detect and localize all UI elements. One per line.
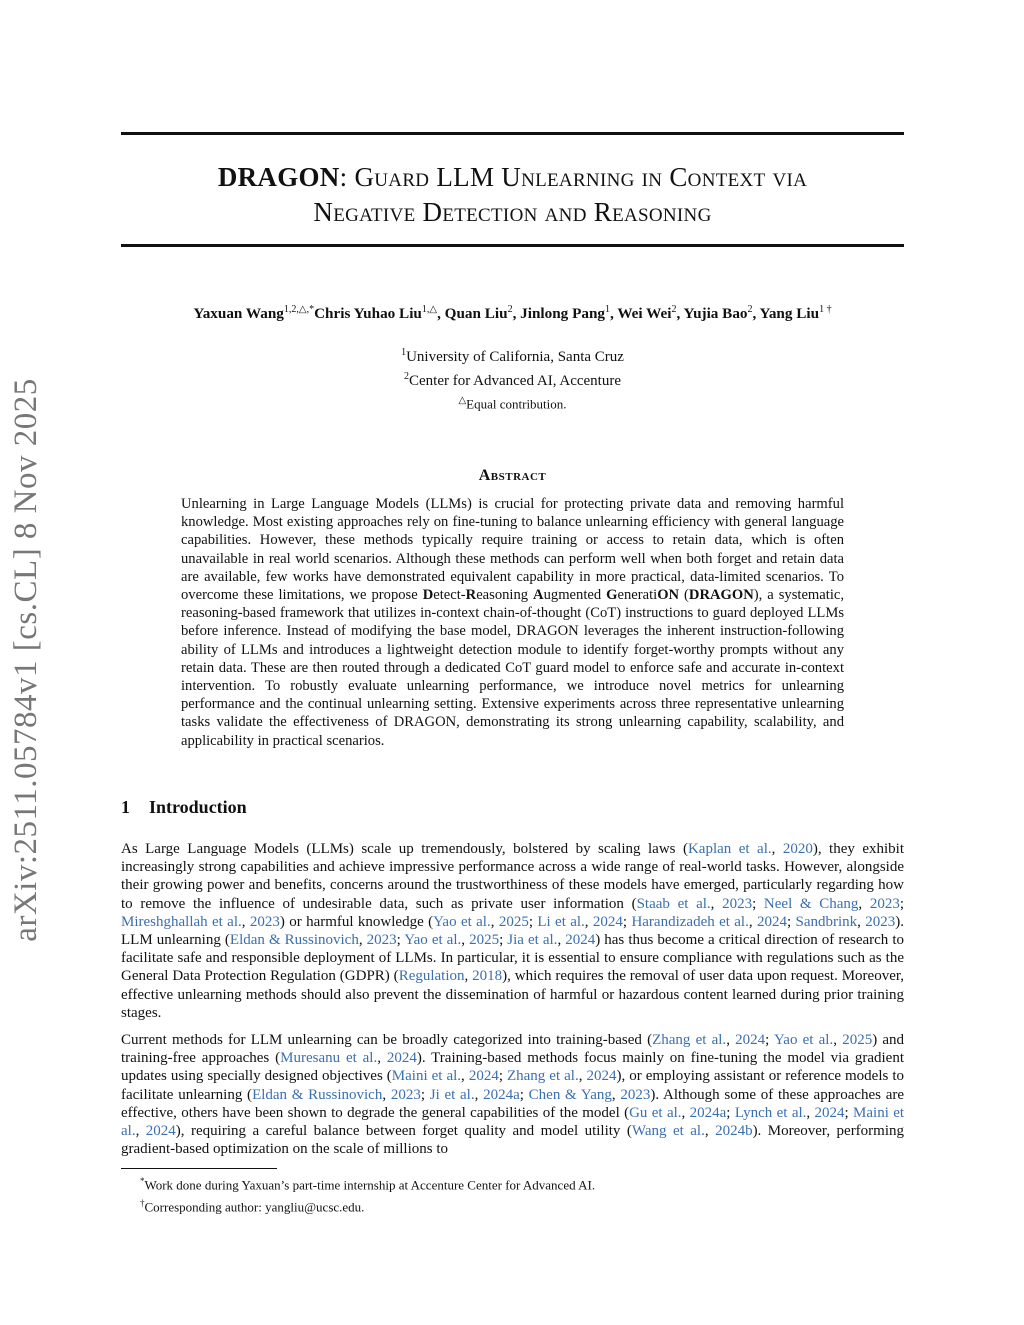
paragraph-text: ,	[710, 895, 723, 912]
paragraph-text: ,	[578, 1068, 587, 1085]
citation-link[interactable]: 2023	[366, 932, 397, 949]
citation-link[interactable]: Gu et al.	[629, 1104, 682, 1121]
citation-link[interactable]: Eldan & Russinovich	[252, 1086, 383, 1103]
citation-link[interactable]: Neel & Chang	[763, 895, 859, 912]
author: Chris Yuhao Liu$^{1,\triangle}$	[314, 304, 438, 323]
abstract-text: Unlearning in Large Language Models (LLMs) is crucial for protecting private data and removing harmful knowledge. Most existing approaches rely on fine-tuning to balance unlearning efficiency with general language capabilities. However, these methods typically require training or access to retain data, which is often unavailable in real world scenarios. Although these methods can perform well when both forget and retain data are available, few works have demonstrated equivalent capability in more practical, data-limited scenarios. To overcome these limitations, we propose Detect-Reasoning Augmented GeneratiON (DRAGON), a systematic, reasoning-based framework that utilizes in-context chain-of-thought (CoT) instructions to guard deployed LLMs before inference. Instead of modifying the base model, DRAGON leverages the inherent instruction-following ability of LLMs and introduces a lightweight detection module to identify forget-worthy prompts without any retain data. These are then routed through a dedicated CoT guard model to enforce safe and accurate in-context intervention. To robustly evaluate unlearning performance, we introduce novel metrics for unlearning performance and the continual unlearning setting. Extensive experiments across three representative unlearning tasks validate the effectiveness of DRAGON, demonstrating its strong unlearning capability, scalability, and applicability in practical scenarios.	[181, 496, 844, 749]
citation-link[interactable]: 2023	[869, 895, 900, 912]
citation-link[interactable]: 2024	[814, 1104, 845, 1121]
paragraph-text: ,	[584, 913, 593, 930]
paragraph-text: ;	[519, 1086, 529, 1103]
citation-link[interactable]: Yao et al.	[773, 1032, 834, 1048]
footnotes	[140, 1172, 595, 1217]
paragraph-text: ,	[806, 1104, 815, 1121]
paragraph-text: ;	[420, 1086, 430, 1103]
citation-link[interactable]: Yao et al.	[433, 913, 491, 930]
footnote-rule	[121, 1168, 277, 1169]
citation-link[interactable]: 2023	[620, 1086, 651, 1103]
paragraph-text: ) and training-free approaches (	[121, 1032, 905, 1067]
paragraph-text: ). LLM unlearning (	[121, 913, 905, 949]
paragraph-text: ;	[498, 1068, 507, 1085]
paragraph-text: ;	[396, 932, 405, 949]
citation-link[interactable]: Lynch et al.	[734, 1104, 807, 1121]
paragraph-text: ,	[857, 913, 866, 930]
citation-link[interactable]: Sandbrink	[795, 913, 858, 930]
citation-link[interactable]: 2024a	[483, 1086, 520, 1103]
citation-link[interactable]: 2024	[735, 1032, 766, 1048]
citation-link[interactable]: 2025	[469, 932, 500, 949]
equal-contribution-note: △Equal contribution.	[458, 395, 567, 412]
citation-link[interactable]: Chen & Yang	[528, 1086, 612, 1103]
paragraph-text: ;	[786, 913, 796, 930]
citation-link[interactable]: Regulation	[398, 968, 465, 985]
paragraph-text: ), or employing assistant or reference models to facilitate unlearning (	[121, 1068, 905, 1103]
paragraph-text: ,	[461, 1068, 469, 1085]
paragraph-text: ,	[135, 1123, 146, 1140]
paragraph-text: ,	[833, 1032, 843, 1048]
paragraph-text: ,	[611, 1086, 621, 1103]
citation-link[interactable]: Li et al.	[537, 913, 585, 930]
title-top-rule	[121, 132, 904, 135]
section-heading: 1 Introduction	[121, 797, 247, 817]
citation-link[interactable]: 2025	[498, 913, 529, 930]
title-line2: Negative Detection and Reasoning	[313, 197, 712, 227]
paragraph-text: ,	[748, 913, 757, 930]
author: Yang Liu$^{1 \dagger}$	[759, 304, 832, 323]
paragraph-text: ,	[858, 895, 870, 912]
author: Yujia Bao$^2$	[683, 304, 753, 323]
paragraph-text: ,	[557, 932, 566, 949]
paragraph-text: ,	[464, 968, 473, 985]
title-bold: DRAGON	[217, 162, 340, 192]
author-list: Yaxuan Wang$^{1,2,\triangle,*}$Chris Yuhao Liu$^{1,\triangle}$, Quan Liu$^2$, Jinlong Pang$^1$, Wei Wei$^2$, Yujia Bao$^2$, Yang Liu$^{1 \dagger}$	[193, 304, 832, 323]
paragraph-text: ;	[499, 932, 508, 949]
citation-link[interactable]: Zhang et al.	[652, 1032, 727, 1048]
arxiv-watermark: arXiv:2511.05784v1 [cs.CL] 8 Nov 2025	[8, 378, 44, 942]
intro-paragraph-2	[121, 1031, 904, 1158]
citation-link[interactable]: 2020	[782, 841, 813, 857]
author: Yaxuan Wang$^{1,2,\triangle,*}$	[193, 304, 315, 323]
paragraph-text: ,	[358, 932, 367, 949]
paragraph-text: ,	[474, 1086, 484, 1103]
citation-link[interactable]: 2025	[842, 1032, 873, 1048]
citation-link[interactable]: 2024	[756, 913, 787, 930]
title-line1: : Guard LLM Unlearning in Context via	[339, 162, 808, 192]
affiliation: $^1$University of California, Santa Cruz	[401, 347, 624, 365]
paragraph-text: ) has thus become a critical direction of research to facilitate safe and responsible deployment of LLMs. In particular, it is essential to ensure compliance with regulations such as the General Data Protection Regulation (GDPR) (	[121, 932, 904, 985]
paragraph-text: ,	[681, 1104, 690, 1121]
citation-link[interactable]: Mireshghallah et al.	[121, 913, 242, 930]
paragraph-text: ), they exhibit increasingly strong capabilities and achieve impressive performance across a wide range of real-world tasks. However, alongside their growing power and benefits, concerns around the trustworthiness of these models have emerged, particularly regarding how to remove the influence of undesirable data, such as private user information (	[121, 841, 905, 912]
citation-link[interactable]: 2024	[145, 1123, 176, 1140]
title-bottom-rule	[121, 244, 904, 247]
paragraph-text: ) or harmful knowledge (	[279, 913, 434, 930]
citation-link[interactable]: 2024	[468, 1068, 499, 1085]
paragraph-text: ,	[771, 841, 783, 857]
paragraph-text: ;	[899, 895, 904, 912]
citation-link[interactable]: Staab et al.	[636, 895, 711, 912]
abstract-heading: Abstract	[478, 467, 547, 484]
citation-link[interactable]: 2023	[390, 1086, 421, 1103]
citation-link[interactable]: 2023	[722, 895, 753, 912]
paper-title	[121, 160, 904, 230]
citation-link[interactable]: Wang et al.	[631, 1123, 705, 1140]
citation-link[interactable]: 2024	[386, 1050, 417, 1067]
paragraph-text: ,	[490, 913, 499, 930]
paragraph-text: ). Although some of these approaches are effective, others have been shown to degrade the general capabilities of the model (	[121, 1086, 905, 1121]
paragraph-text: ), requiring a careful balance between forget quality and model utility (	[175, 1123, 632, 1140]
author: Jinlong Pang$^1$	[520, 304, 610, 323]
paragraph-text: ), which requires the removal of user data upon request. Moreover, effective unlearning methods should also prevent the dissemination of harmful or hazardous content learned during prior training stages.	[121, 968, 905, 1021]
citation-link[interactable]: Yao et al.	[404, 932, 462, 949]
paragraph-text: ). Moreover, performing gradient-based optimization on the scale of millions to	[121, 1123, 905, 1158]
paragraph-text: Current methods for LLM unlearning can be broadly categorized into training-based (	[121, 1032, 653, 1048]
footnote: *Work done during Yaxuan’s part-time internship at Accenture Center for Advanced AI.	[140, 1176, 596, 1193]
citation-link[interactable]: Eldan & Russinovich	[229, 932, 359, 949]
citation-link[interactable]: 2023	[865, 913, 896, 930]
paragraph-text: ,	[726, 1032, 736, 1048]
intro-paragraph-1	[121, 840, 904, 1022]
paragraph-text: ,	[704, 1123, 716, 1140]
citation-link[interactable]: Kaplan et al.	[687, 841, 772, 857]
author: Quan Liu$^2$	[444, 304, 513, 323]
author: Wei Wei$^2$	[617, 304, 677, 323]
citation-link[interactable]: 2018	[472, 968, 503, 985]
citation-link[interactable]: 2024	[586, 1068, 617, 1085]
citation-link[interactable]: Zhang et al.	[506, 1068, 579, 1085]
paragraph-text: ,	[241, 913, 250, 930]
citation-link[interactable]: 2023	[249, 913, 280, 930]
citation-link[interactable]: 2024b	[715, 1123, 753, 1140]
affiliation: $^2$Center for Advanced AI, Accenture	[404, 371, 621, 389]
paragraph-text: ;	[528, 913, 538, 930]
paragraph-text: ,	[382, 1086, 391, 1103]
paragraph-text: ,	[461, 932, 470, 949]
paragraph-text: As Large Language Models (LLMs) scale up tremendously, bolstered by scaling laws (	[121, 841, 688, 857]
citation-link[interactable]: 2024a	[689, 1104, 727, 1121]
footnote: †Corresponding author: yangliu@ucsc.edu.	[140, 1198, 365, 1215]
paragraph-text: ). Training-based methods focus mainly on fine-tuning the model via gradient updates using specially designed objectives (	[121, 1050, 905, 1085]
citation-link[interactable]: Maini et al.	[391, 1068, 462, 1085]
citation-link[interactable]: Maini et al.	[121, 1104, 905, 1140]
citation-link[interactable]: 2024	[592, 913, 623, 930]
paragraph-text: ;	[844, 1104, 854, 1121]
citation-link[interactable]: Muresanu et al.	[280, 1050, 378, 1067]
paragraph-text: ,	[377, 1050, 387, 1067]
citation-link[interactable]: Ji et al.	[429, 1086, 475, 1103]
citation-link[interactable]: 2024	[565, 932, 596, 949]
citation-link[interactable]: Jia et al.	[507, 932, 558, 949]
paragraph-text: ;	[726, 1104, 735, 1121]
citation-link[interactable]: Harandizadeh et al.	[631, 913, 749, 930]
paragraph-text: ;	[752, 895, 764, 912]
affiliations	[121, 343, 904, 413]
paragraph-text: ;	[622, 913, 632, 930]
paragraph-text: ;	[765, 1032, 774, 1048]
